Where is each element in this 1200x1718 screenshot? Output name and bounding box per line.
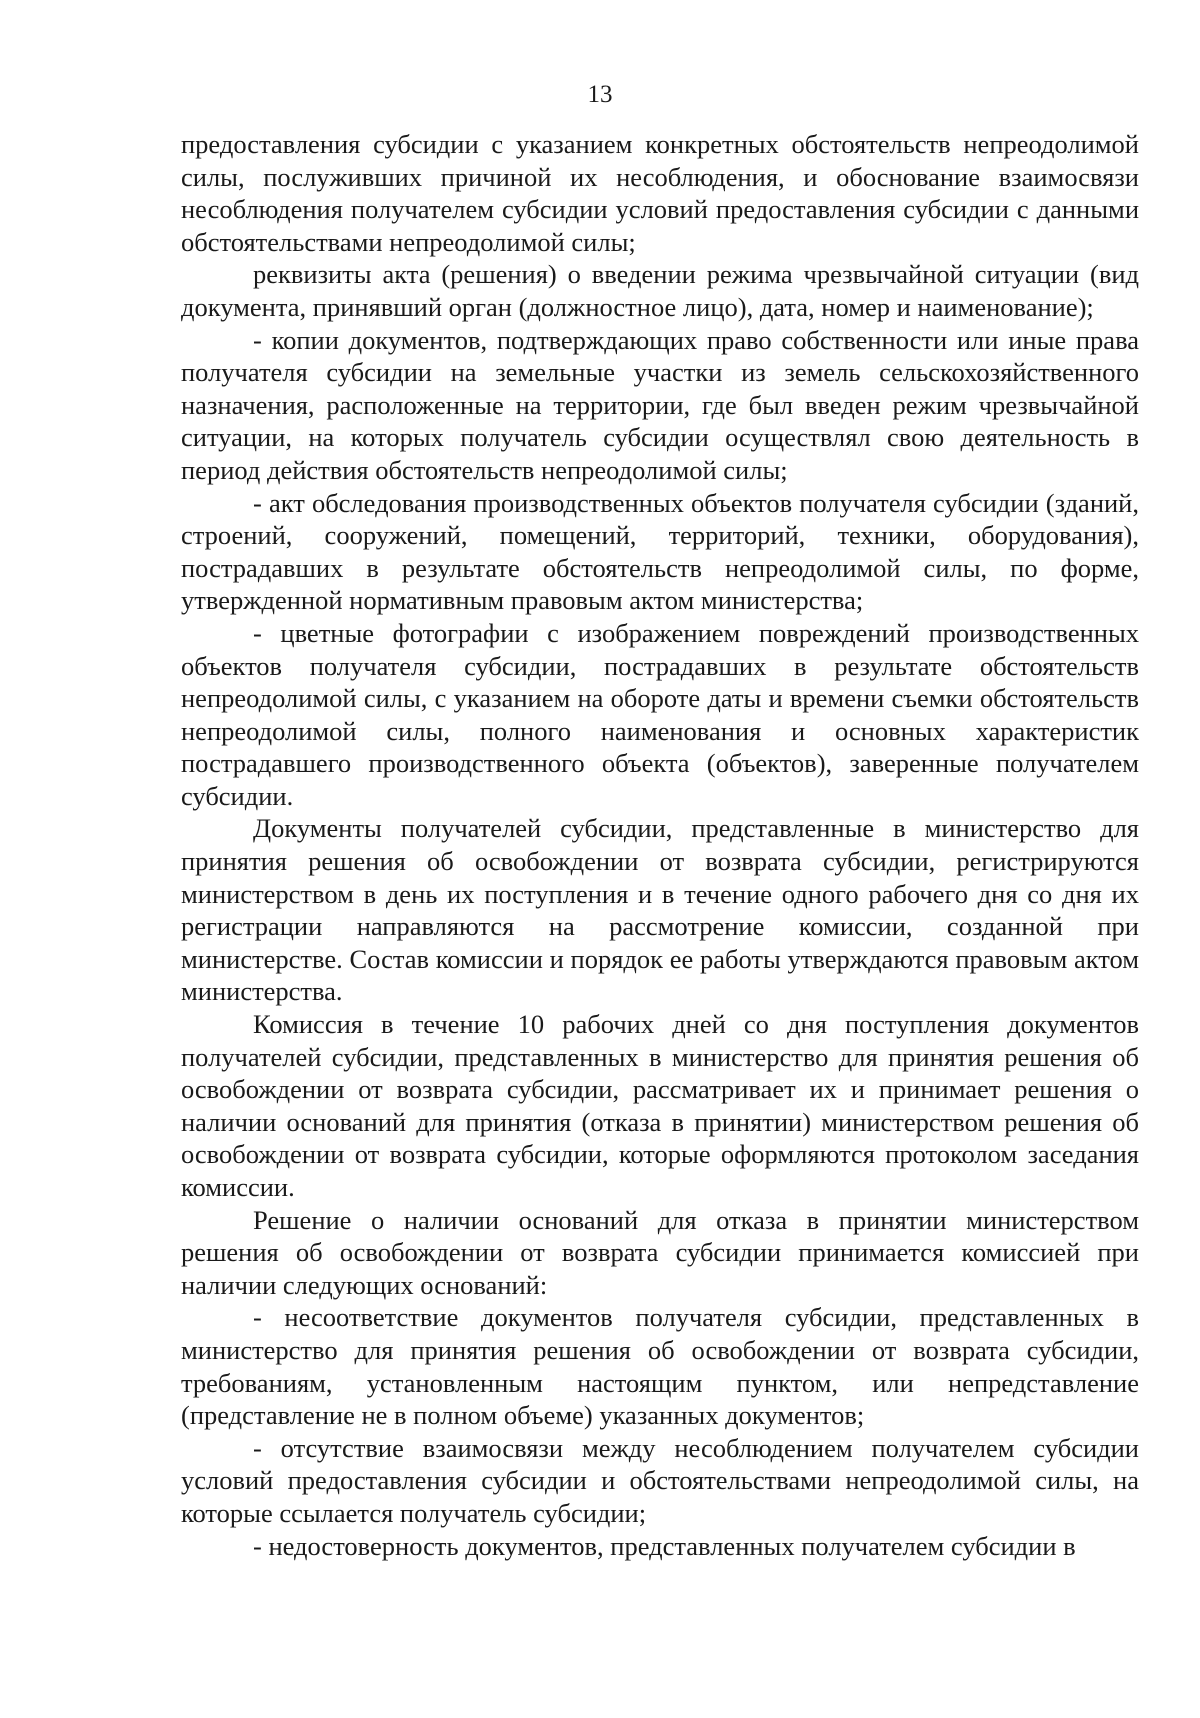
paragraph-2: реквизиты акта (решения) о введении режима чрезвычайной ситуации (вид документа, принявший орган (должностное лицо), дата, номер и наименование); <box>181 259 1139 322</box>
paragraph-9: - несоответствие документов получателя субсидии, представленных в министерство для принятия решения об освобождении от возврата субсидии, требованиям, установленным настоящим пунктом, или непредставление (представление не в полном объеме) указанных документов; <box>181 1302 1139 1431</box>
paragraph-6: Документы получателей субсидии, представленные в министерство для принятия решения об освобождении от возврата субсидии, регистрируются министерством в день их поступления и в течение одного рабочего дня со дня их регистрации направляются на рассмотрение комиссии, созданной при министерстве. Состав комиссии и порядок ее работы утверждаются правовым актом министерства. <box>181 813 1139 1007</box>
document-body <box>181 128 1139 1562</box>
paragraph-11: - недостоверность документов, представленных получателем субсидии в <box>253 1530 1076 1561</box>
paragraph-5: - цветные фотографии с изображением повреждений производственных объектов получателя субсидии, пострадавших в результате обстоятельств непреодолимой силы, с указанием на обороте даты и времени съемки обстоятельств непреодолимой силы, полного наименования и основных характеристик пострадавшего производственного объекта (объектов), заверенные получателем субсидии. <box>181 617 1139 811</box>
paragraph-3: - копии документов, подтверждающих право собственности или иные права получателя субсидии на земельные участки из земель сельскохозяйственного назначения, расположенные на территории, где был введен режим чрезвычайной ситуации, на которых получатель субсидии осуществлял свою деятельность в период действия обстоятельств непреодолимой силы; <box>181 324 1139 485</box>
page-number: 13 <box>587 81 613 108</box>
paragraph-10: - отсутствие взаимосвязи между несоблюдением получателем субсидии условий предоставления субсидии и обстоятельствами непреодолимой силы, на которые ссылается получатель субсидии; <box>181 1432 1139 1528</box>
paragraph-4: - акт обследования производственных объектов получателя субсидии (зданий, строений, сооружений, помещений, территорий, техники, оборудования), пострадавших в результате обстоятельств непреодолимой силы, по форме, утвержденной нормативным правовым актом министерства; <box>181 487 1139 616</box>
paragraph-1: предоставления субсидии с указанием конкретных обстоятельств непреодолимой силы, послуживших причиной их несоблюдения, и обоснование взаимосвязи несоблюдения получателем субсидии условий предоставления субсидии с данными обстоятельствами непреодолимой силы; <box>181 129 1139 257</box>
paragraph-7: Комиссия в течение 10 рабочих дней со дня поступления документов получателей субсидии, представленных в министерство для принятия решения об освобождении от возврата субсидии, рассматривает их и принимает решения о наличии оснований для принятия (отказа в принятии) министерством решения об освобождении от возврата субсидии, которые оформляются протоколом заседания комиссии. <box>181 1009 1139 1202</box>
paragraph-8: Решение о наличии оснований для отказа в принятии министерством решения об освобождении от возврата субсидии принимается комиссией при наличии следующих оснований: <box>181 1204 1139 1300</box>
